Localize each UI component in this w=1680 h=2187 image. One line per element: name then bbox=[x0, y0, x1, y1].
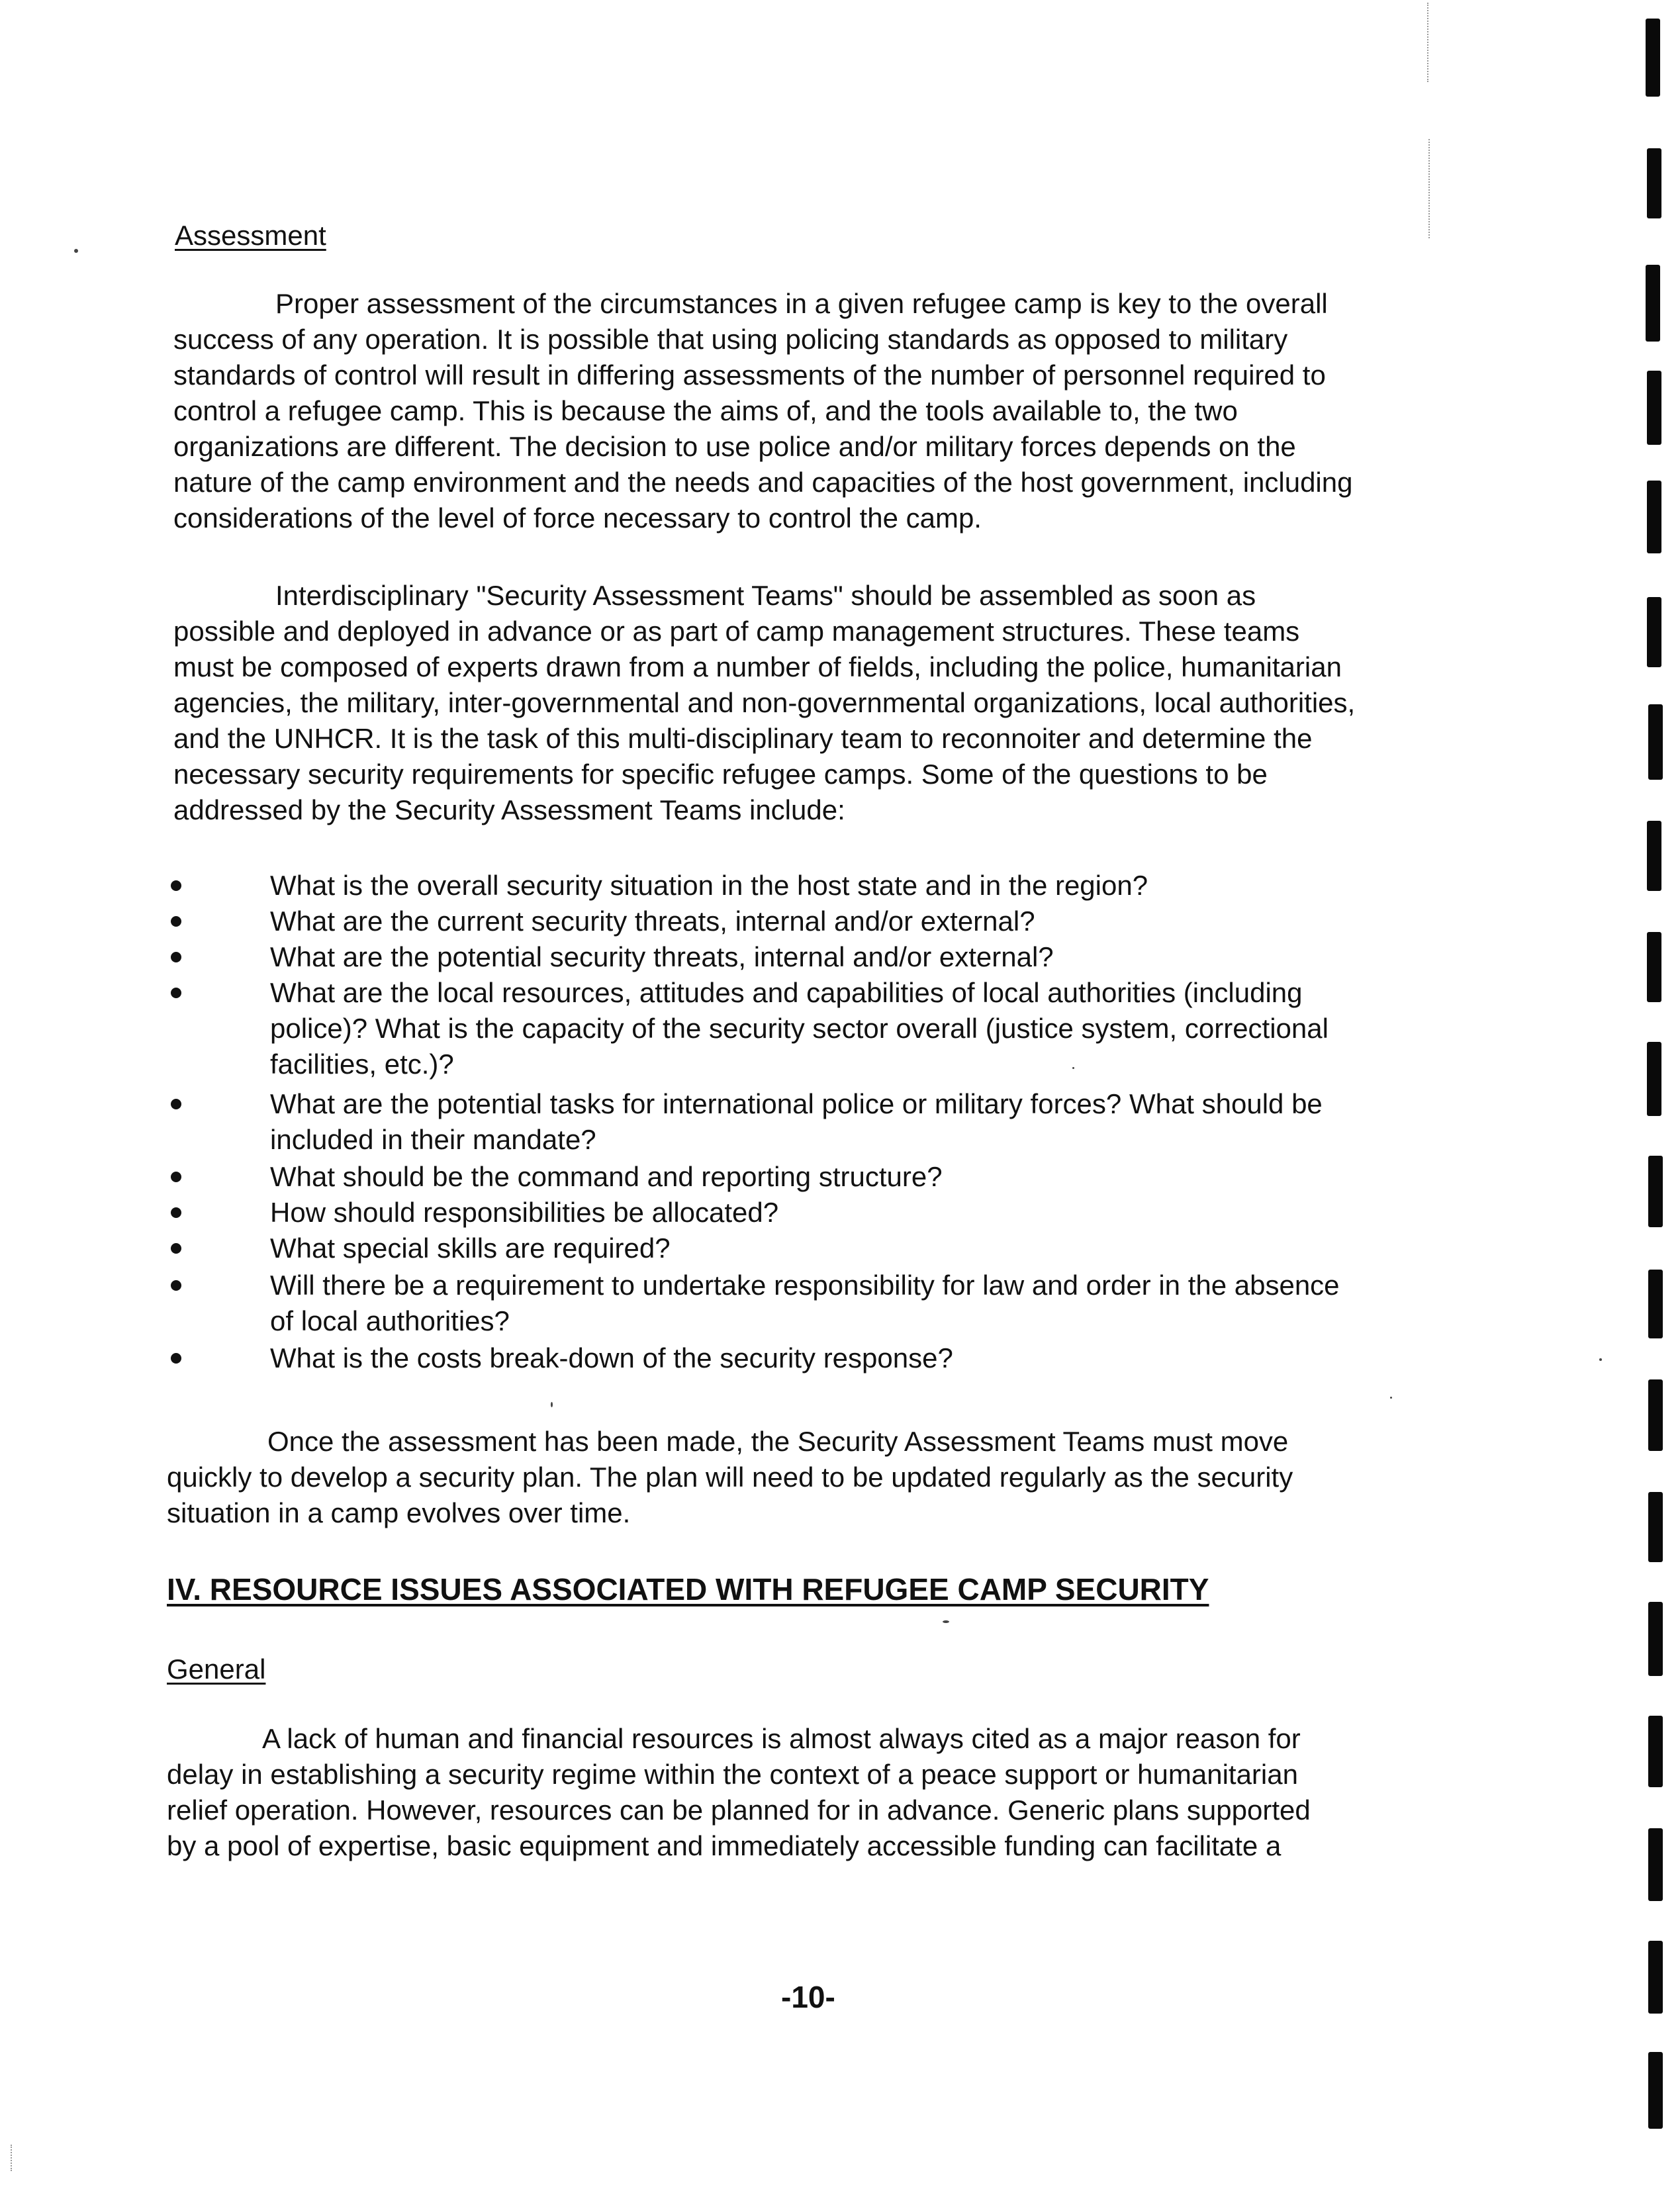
bullet bbox=[171, 1280, 181, 1291]
paragraph-line: addressed by the Security Assessment Teams include: bbox=[173, 794, 845, 825]
paragraph-line: necessary security requirements for specific refugee camps. Some of the questions to be bbox=[173, 759, 1268, 790]
paragraph-line: by a pool of expertise, basic equipment and immediately accessible funding can facilitate a bbox=[167, 1830, 1282, 1861]
scan-dotted-line bbox=[1428, 139, 1431, 238]
scan-mark bbox=[1647, 597, 1661, 667]
paragraph-line: standards of control will result in differing assessments of the number of personnel required to bbox=[173, 359, 1326, 391]
scan-speck bbox=[1599, 1358, 1602, 1361]
paragraph-line: agencies, the military, inter-governmental and non-governmental organizations, local authorities, bbox=[173, 687, 1356, 718]
bullet bbox=[171, 1099, 181, 1109]
paragraph-line: possible and deployed in advance or as part of camp management structures. These teams bbox=[173, 616, 1300, 647]
general-heading: General bbox=[167, 1653, 266, 1685]
scan-mark bbox=[1647, 371, 1661, 445]
section-title: IV. RESOURCE ISSUES ASSOCIATED WITH REFUGEE CAMP SECURITY bbox=[167, 1572, 1209, 1606]
bullet bbox=[171, 988, 181, 998]
paragraph-line: must be composed of experts drawn from a number of fields, including the police, humanitarian bbox=[173, 651, 1342, 682]
scan-dotted-line bbox=[1427, 3, 1430, 82]
list-item-text: included in their mandate? bbox=[270, 1124, 596, 1155]
scan-speck bbox=[1390, 1397, 1392, 1399]
scan-mark bbox=[1648, 1156, 1663, 1227]
paragraph-line: success of any operation. It is possible that using policing standards as opposed to military bbox=[173, 324, 1288, 355]
scan-speck bbox=[1072, 1067, 1074, 1069]
scan-mark bbox=[1648, 1941, 1663, 2014]
list-item-text: What is the overall security situation in the host state and in the region? bbox=[270, 870, 1148, 901]
paragraph-line: control a refugee camp. This is because the aims of, and the tools available to, the two bbox=[173, 395, 1238, 426]
scan-dotted-line bbox=[11, 2145, 13, 2171]
list-item-text: What special skills are required? bbox=[270, 1233, 671, 1264]
scan-speck bbox=[74, 249, 78, 253]
list-item-text: What is the costs break-down of the security response? bbox=[270, 1342, 953, 1373]
scan-mark bbox=[1648, 1716, 1663, 1787]
paragraph-line: delay in establishing a security regime within the context of a peace support or humanitarian bbox=[167, 1759, 1298, 1790]
scan-mark bbox=[1648, 704, 1663, 780]
paragraph-line: nature of the camp environment and the needs and capacities of the host government, including bbox=[173, 467, 1353, 498]
bullet bbox=[171, 952, 181, 962]
scan-mark bbox=[1647, 1042, 1661, 1116]
list-item-text: of local authorities? bbox=[270, 1305, 510, 1336]
scan-speck bbox=[551, 1402, 553, 1407]
list-item-text: What should be the command and reporting structure? bbox=[270, 1161, 943, 1192]
bullet bbox=[171, 1207, 181, 1218]
paragraph-line: Proper assessment of the circumstances in a given refugee camp is key to the overall bbox=[275, 288, 1328, 319]
scan-mark bbox=[1648, 1270, 1663, 1338]
paragraph-line: Interdisciplinary "Security Assessment Teams" should be assembled as soon as bbox=[275, 580, 1256, 611]
bullet bbox=[171, 916, 181, 927]
scan-mark bbox=[1646, 265, 1660, 342]
assessment-heading: Assessment bbox=[175, 220, 326, 251]
list-item-text: facilities, etc.)? bbox=[270, 1048, 454, 1080]
scan-mark bbox=[1648, 1602, 1663, 1676]
list-item-text: What are the potential security threats, internal and/or external? bbox=[270, 941, 1054, 972]
scan-mark bbox=[1646, 19, 1660, 97]
paragraph-line: considerations of the level of force necessary to control the camp. bbox=[173, 502, 982, 534]
scan-mark bbox=[1647, 932, 1661, 1002]
bullet bbox=[171, 1243, 181, 1254]
bullet bbox=[171, 1172, 181, 1182]
list-item-text: Will there be a requirement to undertake responsibility for law and order in the absence bbox=[270, 1270, 1340, 1301]
paragraph-line: A lack of human and financial resources is almost always cited as a major reason for bbox=[262, 1723, 1301, 1754]
scan-mark bbox=[1647, 821, 1661, 891]
scan-mark bbox=[1648, 1379, 1663, 1451]
bullet bbox=[171, 1353, 181, 1364]
paragraph-line: organizations are different. The decision to use police and/or military forces depends on the bbox=[173, 431, 1296, 462]
list-item-text: What are the potential tasks for international police or military forces? What should be bbox=[270, 1088, 1323, 1119]
scan-mark bbox=[1647, 481, 1661, 553]
bullet bbox=[171, 880, 181, 891]
scan-mark bbox=[1647, 148, 1661, 218]
paragraph-line: Once the assessment has been made, the Security Assessment Teams must move bbox=[267, 1426, 1289, 1457]
list-item-text: What are the current security threats, internal and/or external? bbox=[270, 906, 1035, 937]
paragraph-line: situation in a camp evolves over time. bbox=[167, 1497, 631, 1528]
scan-speck bbox=[943, 1620, 949, 1623]
paragraph-line: relief operation. However, resources can be planned for in advance. Generic plans supported bbox=[167, 1794, 1311, 1826]
scan-mark bbox=[1648, 1828, 1663, 1901]
paragraph-line: quickly to develop a security plan. The plan will need to be updated regularly as the security bbox=[167, 1462, 1293, 1493]
scan-mark bbox=[1648, 2052, 1663, 2129]
list-item-text: What are the local resources, attitudes and capabilities of local authorities (including bbox=[270, 977, 1303, 1008]
paragraph-line: and the UNHCR. It is the task of this multi-disciplinary team to reconnoiter and determine the bbox=[173, 723, 1313, 754]
list-item-text: How should responsibilities be allocated? bbox=[270, 1197, 779, 1228]
scan-mark bbox=[1648, 1492, 1663, 1562]
list-item-text: police)? What is the capacity of the security sector overall (justice system, correctional bbox=[270, 1013, 1329, 1044]
page-number: -10- bbox=[781, 1980, 835, 2014]
